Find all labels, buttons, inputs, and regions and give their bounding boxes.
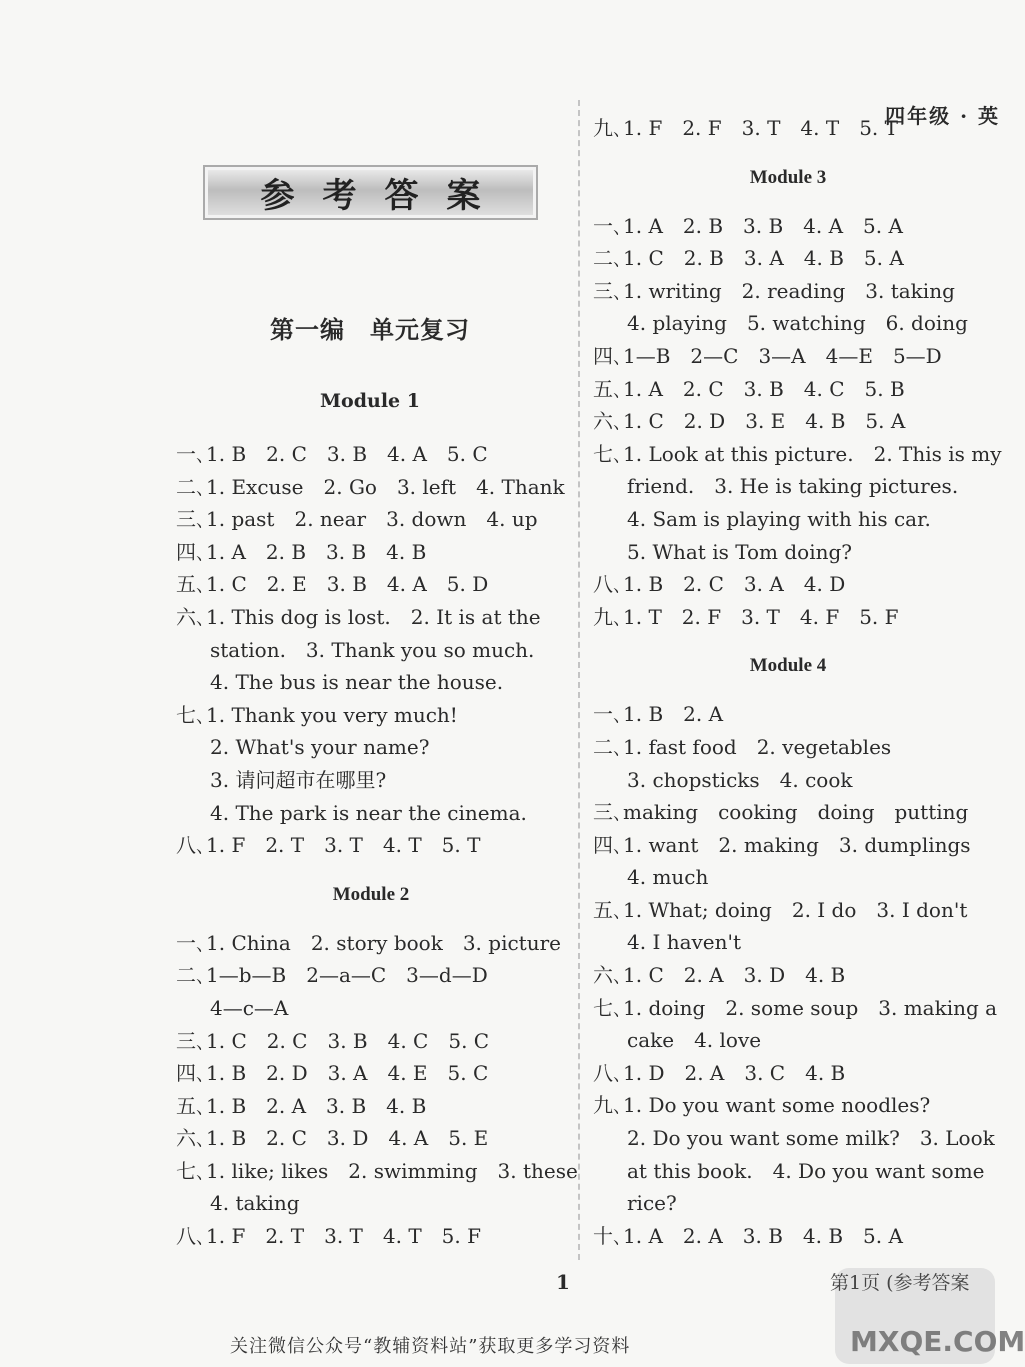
answer-line: 五､1. A 2. C 3. B 4. C 5. B — [593, 376, 905, 401]
footer-page-label: 第1页 (参考答案 — [830, 1272, 970, 1294]
answer-line: 七､1. doing 2. some soup 3. making a — [593, 995, 998, 1020]
answer-line: 一､1. China 2. story book 3. picture — [176, 930, 561, 955]
answer-line: 4. taking — [210, 1191, 300, 1216]
answer-line: 2. Do you want some milk? 3. Look — [627, 1126, 995, 1151]
answer-line: 4—c—A — [210, 995, 289, 1020]
answer-line: 九､1. Do you want some noodles? — [593, 1093, 931, 1118]
answer-line: 四､1. want 2. making 3. dumplings — [593, 832, 971, 857]
answer-line: 二､1. Excuse 2. Go 3. left 4. Thank — [176, 474, 565, 499]
answer-line: 三､1. past 2. near 3. down 4. up — [176, 507, 538, 532]
answer-line: 4. The park is near the cinema. — [210, 800, 527, 825]
answer-line: 六､1. C 2. D 3. E 4. B 5. A — [593, 409, 906, 434]
answer-line: 六､1. This dog is lost. 2. It is at the — [176, 604, 541, 629]
answer-line: 5. What is Tom doing? — [627, 539, 853, 564]
answer-line: 八､1. F 2. T 3. T 4. T 5. T — [176, 833, 481, 858]
answer-line: at this book. 4. Do you want some — [627, 1158, 985, 1183]
answer-line: 3. chopsticks 4. cook — [627, 767, 853, 792]
answer-line: 2. What's your name? — [210, 735, 430, 760]
answer-line: 四､1. B 2. D 3. A 4. E 5. C — [176, 1061, 489, 1086]
answer-line: 3. 请问超市在哪里? — [210, 767, 387, 792]
answer-line: 三､making cooking doing putting — [593, 800, 969, 825]
answer-line: cake 4. love — [627, 1028, 762, 1053]
answer-line: 二､1. fast food 2. vegetables — [593, 734, 892, 759]
answer-line: 八､1. D 2. A 3. C 4. B — [593, 1060, 846, 1085]
answer-line: 四､1. A 2. B 3. B 4. B — [176, 539, 427, 564]
answer-line: 十､1. A 2. A 3. B 4. B 5. A — [593, 1223, 903, 1248]
answer-line: 七､1. Thank you very much! — [176, 702, 458, 727]
answer-line: 七､1. like; likes 2. swimming 3. these — [176, 1158, 578, 1183]
answer-line: 五､1. C 2. E 3. B 4. A 5. D — [176, 572, 489, 597]
right-column — [593, 112, 1002, 1252]
section-title: 第一编 单元复习 — [270, 315, 470, 344]
module-1-title: Module 1 — [320, 390, 420, 412]
module-4-answers — [593, 698, 998, 1252]
answer-line: 4. The bus is near the house. — [210, 670, 504, 695]
answer-line: 六､1. C 2. A 3. D 4. B — [593, 963, 846, 988]
page-number: 1 — [556, 1270, 570, 1294]
answer-line: friend. 3. He is taking pictures. — [627, 474, 959, 499]
answer-line: rice? — [627, 1191, 677, 1216]
answer-line: 八､1. F 2. T 3. T 4. T 5. F — [176, 1224, 481, 1249]
answer-line: 一､1. A 2. B 3. B 4. A 5. A — [593, 213, 903, 238]
answer-line: 4. I haven't — [627, 930, 742, 955]
column-divider — [578, 100, 580, 1260]
corner-header: 四年级 · 英 — [885, 104, 1000, 128]
answer-line: 五､1. What; doing 2. I do 3. I don't — [593, 897, 968, 922]
answer-line: 一､1. B 2. A — [593, 702, 724, 727]
module-1-answers — [176, 438, 566, 862]
answer-line: 4. Sam is playing with his car. — [627, 506, 931, 531]
watermark-text: MXQE.COM — [850, 1325, 1025, 1358]
answer-line: 二､1—b—B 2—a—C 3—d—D — [176, 963, 488, 988]
answer-line: 4. playing 5. watching 6. doing — [627, 311, 968, 336]
answer-line: 三､1. C 2. C 3. B 4. C 5. C — [176, 1028, 490, 1053]
module-2-title: Module 2 — [332, 883, 410, 905]
module-4-title: Module 4 — [749, 655, 827, 677]
answer-line: station. 3. Thank you so much. — [210, 637, 535, 662]
answer-line: 四､1—B 2—C 3—A 4—E 5—D — [593, 343, 942, 368]
page-title: 参考答案 — [203, 165, 538, 220]
module-3-title: Module 3 — [749, 166, 827, 188]
left-column — [176, 438, 578, 1253]
answer-line: 七､1. Look at this picture. 2. This is my — [593, 441, 1002, 466]
answer-line: 三､1. writing 2. reading 3. taking — [593, 278, 955, 303]
footer-notice: 关注微信公众号“教辅资料站”获取更多学习资料 — [230, 1336, 631, 1357]
module-2-answers — [176, 927, 578, 1253]
answer-line: 二､1. C 2. B 3. A 4. B 5. A — [593, 246, 904, 271]
answer-line: 4. much — [627, 865, 709, 890]
answer-line: 五､1. B 2. A 3. B 4. B — [176, 1093, 427, 1118]
answer-line: 一､1. B 2. C 3. B 4. A 5. C — [176, 442, 488, 466]
answer-line: 六､1. B 2. C 3. D 4. A 5. E — [176, 1126, 489, 1151]
answer-line: 九､1. T 2. F 3. T 4. F 5. F — [593, 604, 899, 629]
module-3-answers — [593, 210, 1002, 634]
answer-line: 九､1. F 2. F 3. T 4. T 5. T — [593, 116, 898, 140]
answer-line: 八､1. B 2. C 3. A 4. D — [593, 572, 846, 597]
